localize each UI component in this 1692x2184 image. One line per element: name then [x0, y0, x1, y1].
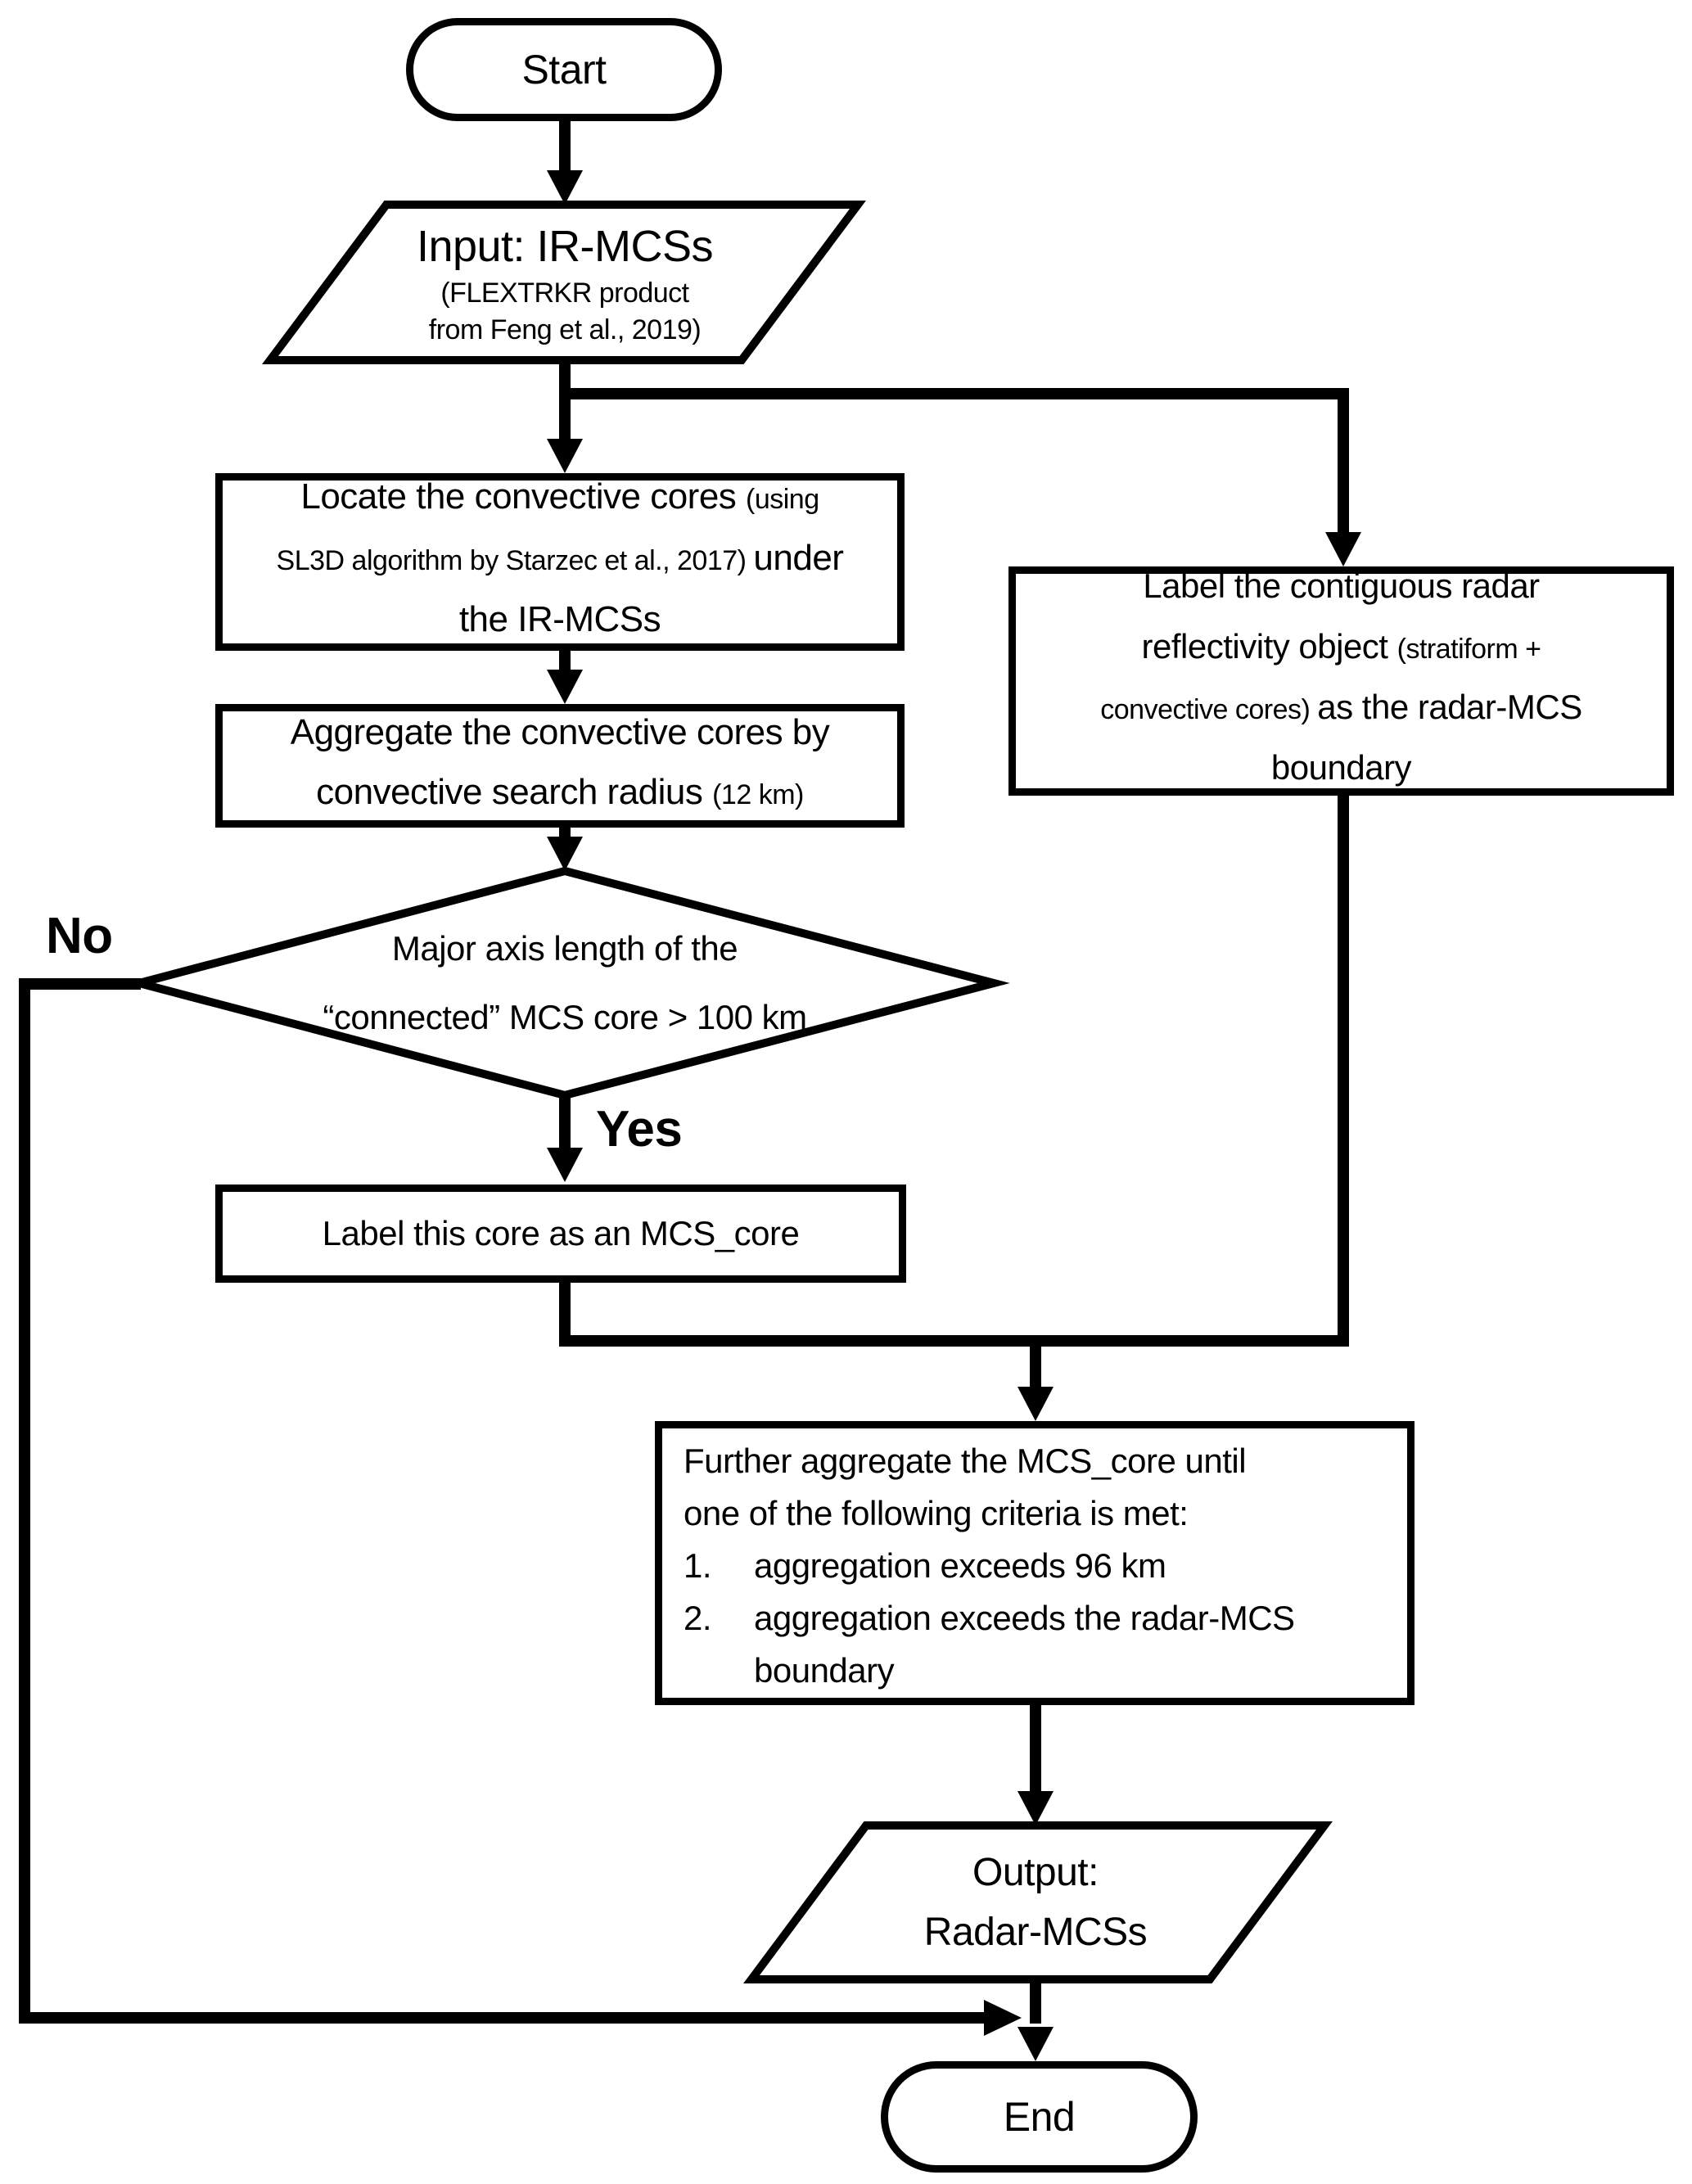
further-item-2: [684, 1592, 1376, 1697]
arrowhead-into-label-core: [547, 1148, 583, 1182]
radar-text-6: boundary: [1270, 748, 1412, 787]
start-node: [406, 18, 722, 121]
further-item-1-number: 1.: [684, 1546, 712, 1585]
decision-node: [196, 914, 933, 1052]
label-mcs-core-text: Label this core as an MCS_core: [322, 1214, 800, 1252]
arrowhead-into-further: [1017, 1387, 1054, 1421]
no-edge-label: No: [46, 908, 113, 964]
radar-text-1: Label the contiguous radar: [1143, 566, 1540, 605]
further-aggregate-node: [655, 1421, 1415, 1705]
radar-text-4: convective cores): [1100, 694, 1318, 725]
locate-text-3: SL3D algorithm by Starzec et al., 2017): [276, 545, 754, 576]
end-label: End: [1003, 2094, 1076, 2140]
aggregate-text-3: (12 km): [712, 778, 804, 810]
label-mcs-core-node: [215, 1185, 906, 1283]
yes-edge-label: Yes: [596, 1101, 683, 1157]
further-item-2-number: 2.: [684, 1599, 712, 1637]
locate-text-1: Locate the convective cores: [300, 476, 747, 517]
decision-line-1: Major axis length of the: [391, 929, 738, 968]
radar-boundary-node: [1008, 566, 1674, 796]
further-item-1: [684, 1540, 1376, 1592]
locate-text-4: under: [753, 538, 844, 578]
arrowhead-into-decision: [547, 837, 583, 871]
aggregate-cores-node: [215, 704, 905, 828]
end-node: [881, 2061, 1198, 2173]
further-line-1: Further aggregate the MCS_core until: [684, 1442, 1247, 1480]
arrowhead-no-into-end-line: [984, 2000, 1022, 2036]
input-title: Input: IR-MCSs: [416, 222, 714, 271]
radar-text-2: reflectivity object: [1141, 627, 1397, 666]
arrowhead-into-input: [547, 170, 583, 205]
input-subtitle-1: (FLEXTRKR product: [440, 278, 689, 309]
arrowhead-into-aggregate: [547, 670, 583, 704]
output-line-2: Radar-MCSs: [923, 1911, 1148, 1954]
decision-line-2: “connected” MCS core > 100 km: [323, 998, 807, 1036]
further-item-1-text: aggregation exceeds 96 km: [754, 1546, 1166, 1585]
arrowhead-into-end: [1017, 2027, 1054, 2061]
radar-text-3: (stratiform +: [1396, 634, 1541, 665]
start-label: Start: [521, 47, 607, 93]
output-line-1: Output:: [972, 1851, 1099, 1894]
arrowhead-into-output: [1017, 1791, 1054, 1825]
input-subtitle-2: from Feng et al., 2019): [428, 314, 702, 345]
radar-text-5: as the radar-MCS: [1317, 688, 1582, 726]
locate-text-2: (using: [746, 484, 819, 515]
aggregate-text-2: convective search radius: [316, 771, 713, 812]
input-node: [352, 211, 778, 355]
locate-cores-node: [215, 473, 905, 651]
locate-text-5: the IR-MCSs: [458, 599, 661, 639]
arrowhead-into-locate: [547, 439, 583, 473]
aggregate-text-1: Aggregate the convective cores by: [290, 711, 830, 752]
further-line-2: one of the following criteria is met:: [684, 1494, 1189, 1532]
further-item-2-text: aggregation exceeds the radar-MCS boundary: [754, 1599, 1295, 1690]
output-node: [843, 1840, 1228, 1965]
